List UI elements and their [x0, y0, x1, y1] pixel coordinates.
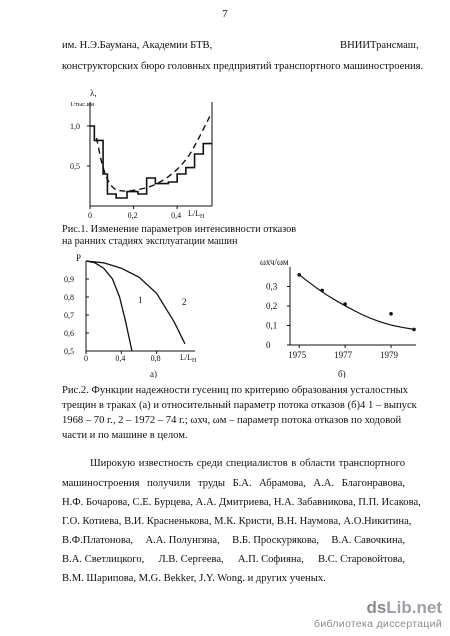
- fig1-y-tick-label: 0,5: [70, 162, 80, 171]
- paragraph-word: А.А. Полунгяна,: [145, 535, 220, 546]
- fig1-ylabel-2: 1/тыс.км: [70, 101, 95, 108]
- paragraph-line-6: [62, 554, 405, 565]
- paragraph-line-7: В.М. Шарипова, M.G. Bekker, J.Y. Wong. и других ученых.: [62, 573, 326, 584]
- paragraph-word: Н.Ф. Бочарова, С.Е. Бурцева, А.А. Дмитриева, Н.А. Забавникова, П.П. Исакова,: [62, 497, 421, 508]
- paragraph-word: известность: [138, 458, 194, 469]
- fig2b-trend-line: [299, 275, 414, 330]
- fig2a-xlabel: $L/L_Н$: [180, 353, 197, 364]
- paragraph-word: машиностроения: [62, 478, 140, 489]
- fig2a-curve-2: [86, 261, 185, 344]
- fig2a-chart: [60, 253, 220, 378]
- paragraph-word: В.Б. Проскурякова,: [232, 535, 320, 546]
- fig2-caption-text-1: Рис.2. Функции надежности гусениц по критерию образования усталостных: [62, 385, 409, 396]
- paragraph-word: транспортного: [338, 458, 405, 469]
- fig1-series: [90, 116, 212, 198]
- paragraph-word: В.А. Савочкина,: [331, 535, 405, 546]
- fig2b-x-tick-label: 1977: [334, 350, 353, 360]
- fig2-caption-line-4: части и по машине в целом.: [62, 430, 188, 441]
- fig1-xlabel: $L/L_Н$: [188, 209, 205, 220]
- paragraph-word: области: [299, 458, 336, 469]
- fig1-y-tick-label: 1,0: [70, 122, 80, 131]
- fig2a-y-tick-label: 0,8: [64, 293, 74, 302]
- paragraph-word: Г.О. Котиева, В.И. Красненькова, М.К. Кристи, В.Н. Наумова, А.О.Никитина,: [62, 516, 412, 527]
- fig2-caption-line-2: трещин в траках (а) и относительный параметр потока отказов (б)4 1 – выпуск: [62, 400, 417, 411]
- paragraph-word: в: [291, 458, 297, 469]
- fig2a-y-tick-label: 0,9: [64, 275, 74, 284]
- fig1-chart: [60, 84, 230, 224]
- fig2b-x-tick-label: 1975: [288, 350, 307, 360]
- watermark-logo: dsLib.net: [366, 598, 442, 617]
- paragraph-word: среди: [196, 458, 223, 469]
- fig2b-point: [320, 289, 324, 293]
- fig2b-chart: [258, 253, 418, 378]
- fig2a-ylabel: P: [76, 253, 82, 263]
- fig2b-y-tick-label: 0,3: [266, 281, 278, 292]
- paragraph-line-5: [62, 535, 405, 546]
- fig2a-y-tick-label: 0,7: [64, 311, 74, 320]
- fig2a-y-tick-label: 0,6: [64, 329, 74, 338]
- fig2-caption-line-3: 1968 – 70 г., 2 – 1972 – 74 г.; ωхч, ωм – параметр потока отказов по ходовой: [62, 415, 402, 426]
- fig2b-ylabel: ωхч/ωм: [260, 257, 289, 267]
- watermark-subtitle: библиотека диссертаций: [314, 618, 442, 630]
- paragraph-line-4: [62, 516, 412, 527]
- fig1-dashed-series: [97, 116, 210, 191]
- paragraph-word: В.Ф.Платонова,: [62, 535, 134, 546]
- paragraph-line-2: [62, 478, 405, 489]
- watermark: [314, 598, 442, 630]
- fig2a-curve-1: [86, 261, 132, 351]
- fig2b-point: [412, 328, 416, 332]
- fig2b-point: [297, 273, 301, 277]
- fig2b-series: [297, 273, 415, 331]
- paragraph-word: специалистов: [225, 458, 288, 469]
- fig1-step-series: [90, 126, 212, 198]
- fig1-x-tick-label: 0,4: [171, 211, 182, 220]
- fig2a-y-tick-label: 0,5: [64, 347, 74, 356]
- fig2b-panel-label: б): [338, 369, 346, 378]
- fig1-caption-line-2: на ранних стадиях эксплуатации машин: [62, 236, 238, 247]
- fig1-ticks: [70, 122, 181, 220]
- fig2b-point: [389, 312, 393, 316]
- paragraph-line-3: [62, 497, 421, 508]
- intro-line-1-right: ВНИИТрансмаш,: [340, 40, 419, 51]
- paragraph-word: В.А. Светлицкого,: [62, 554, 145, 565]
- paragraph-word: А.А.: [313, 478, 335, 489]
- intro-line-2: конструкторских бюро головных предприятий транспортного машиностроения.: [62, 61, 424, 72]
- fig2b-y-tick-label: 0,1: [266, 320, 278, 331]
- paragraph-word: труды: [197, 478, 226, 489]
- paragraph-word: получили: [147, 478, 191, 489]
- intro-line-1-left: им. Н.Э.Баумана, Академии БТВ,: [62, 40, 213, 51]
- fig2a-panel-label: а): [150, 369, 157, 378]
- paragraph-word: В.С. Старовойтова,: [318, 554, 405, 565]
- fig2b-point: [343, 302, 347, 306]
- fig2-caption-line-1: [62, 385, 409, 396]
- fig2a-ticks: [64, 275, 161, 363]
- fig2a-x-tick-label: 0,8: [150, 354, 161, 363]
- fig1-x-tick-label: 0: [88, 211, 92, 220]
- fig2a-x-tick-label: 0: [84, 354, 88, 363]
- paragraph-word: А.П. Софияна,: [237, 554, 304, 565]
- paragraph-word: Л.В. Сергеева,: [158, 554, 224, 565]
- fig2b-y-tick-label: 0: [266, 340, 271, 350]
- paragraph-line-1: [90, 458, 405, 469]
- fig1-caption-line-1: Рис.1. Изменение параметров интенсивности отказов: [62, 224, 297, 235]
- paragraph-word: Благонравова,: [341, 478, 405, 489]
- fig1-ylabel-1: λ,: [90, 88, 97, 98]
- fig1-x-tick-label: 0,2: [127, 211, 138, 220]
- page-number: 7: [222, 8, 228, 20]
- paragraph-word: Б.А.: [232, 478, 252, 489]
- fig2b-x-tick-label: 1979: [380, 350, 399, 360]
- fig2b-y-tick-label: 0,2: [266, 301, 278, 311]
- paragraph-word: Широкую: [90, 458, 136, 469]
- fig2a-series: [86, 261, 185, 351]
- fig2a-curve-label-2: 2: [182, 297, 187, 307]
- fig2a-x-tick-label: 0,4: [115, 354, 126, 363]
- paragraph-word: Абрамова,: [259, 478, 306, 489]
- fig2a-curve-label-1: 1: [138, 295, 143, 305]
